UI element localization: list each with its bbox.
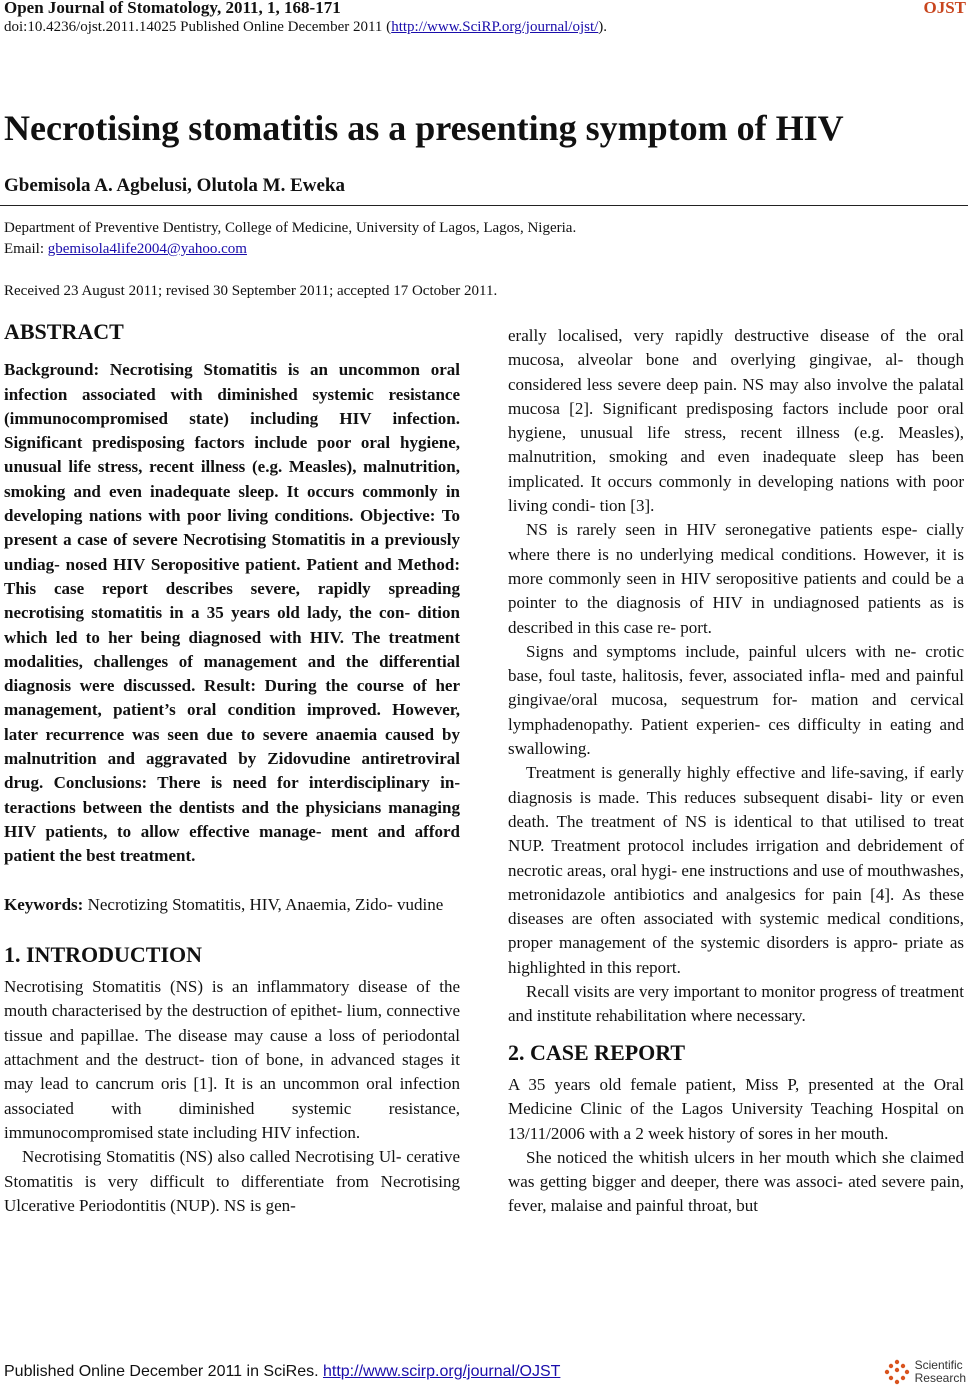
header-divider (0, 205, 968, 206)
intro-paragraph-1: Necrotising Stomatitis (NS) is an inflammatory disease of the mouth characterised by the destruction of epithet- lium, connective tissue and papillae. The disease may cause a loss of periodontal attachment and the destruct- tion of bone, in advanced stages it may lead to cancrum oris [1]. It is an uncommon oral infection associated with diminished systemic resistance, immunocompromised state including HIV infection. (4, 977, 460, 1142)
keywords (4, 893, 460, 917)
footer-journal-link[interactable]: http://www.scirp.org/journal/OJST (322, 1363, 561, 1380)
paper-title: Necrotising stomatitis as a presenting symptom of HIV (4, 108, 844, 148)
intro-paragraph-4: Signs and symptoms include, painful ulcers with ne- crotic base, foul taste, halitosis, fever, associated infla- med and painful gingivae/oral mucosa, sequestrum for- mation and cervical lymphadenopathy. Patient experien- ces difficulty in eating and swallowing. (508, 641, 964, 759)
publisher-name-line-2: Research (914, 1371, 966, 1385)
intro-paragraph-2: Necrotising Stomatitis (NS) also called Necrotising Ul- cerative Stomatitis is very difficult to differentiate from Necrotising Ulcerative Periodontitis (NUP). NS is gen- (4, 1147, 460, 1215)
publisher-logo (883, 1358, 966, 1386)
publisher-name (915, 1359, 966, 1385)
journal-citation: Open Journal of Stomatology, 2011, 1, 168-171 (4, 0, 341, 17)
intro-paragraph-3: NS is rarely seen in HIV seronegative patients espe- cially where there is no underlying medical conditions. However, it is more commonly seen in HIV seropositive patients and could be a pointer to the diagnosis of HIV in undiagnosed patients as is described in this case re- port. (508, 520, 964, 637)
intro-paragraph-6: Recall visits are very important to monitor progress of treatment and institute rehabilitation where necessary. (508, 982, 964, 1026)
footer-publication-line (4, 1363, 560, 1381)
abstract-body: Background: Necrotising Stomatitis is an uncommon oral infection associated with diminished systemic resistance (immunocompromised state) including HIV infection. Significant predisposing factors include poor oral hygiene, unusual life stress, recent illness (e.g. Measles), malnutrition, smoking and even inadequate sleep. It occurs commonly in developing nations with poor living conditions. Objective: To present a case of severe Necrotising Stomatitis in a previously undiag- nosed HIV Seropositive patient. Patient and Method: This case report describes severe, rapidly spreading necrotising stomatitis in a 35 years old lady, the con- dition which led to her being diagnosed with HIV. The treatment modalities, challenges of management and the differential diagnosis were discussed. Result: During the course of her management, patient’s oral condition improved. However, later recurrence was seen due to severe anaemia caused by malnutrition and aggravated by Zidovudine antiretroviral drug. Conclusions: There is need for interdisciplinary in- teractions between the dentists and the physicians managing HIV patients, to allow effective manage- ment and afford patient the best treatment. (4, 360, 460, 866)
intro-heading: 1. INTRODUCTION (4, 941, 203, 967)
right-column (508, 324, 964, 1219)
keywords-text: Necrotizing Stomatitis, HIV, Anaemia, Zido- vudine (83, 894, 444, 914)
scientific-research-logo-icon (883, 1358, 911, 1386)
case-paragraph-2: She noticed the whitish ulcers in her mouth which she claimed was getting bigger and deeper, there was associ- ated severe pain, fever, malaise and painful throat, but (508, 1147, 964, 1216)
affiliation: Department of Preventive Dentistry, College of Medicine, University of Lagos, Lagos, Nigeria. (4, 220, 577, 236)
email-link[interactable]: gbemisola4life2004@yahoo.com (47, 241, 247, 257)
intro-paragraph-2-continued: erally localised, very rapidly destructive disease of the oral mucosa, alveolar bone and overlying gingivae, al- though considered less severe deep pain. NS may also involve the palatal mucosa [2]. Significant predisposing factors include poor oral hygiene, unusual life stress, recent illness (e.g. Measles), malnutrition, smoking and even inadequate sleep has been implicated. It occurs commonly in developing nations with poor living condi- tion [3]. (508, 326, 964, 516)
keywords-label: Keywords: (4, 894, 84, 914)
abstract-heading: ABSTRACT (4, 319, 124, 344)
publisher-name-line-1: Scientific (914, 1358, 963, 1372)
doi-prefix: doi:10.4236/ojst.2011.14025 Published Online December 2011 ( (4, 19, 392, 35)
doi-line (4, 19, 607, 36)
left-column (4, 320, 460, 1218)
footer-text: Published Online December 2011 in SciRes. (4, 1363, 323, 1380)
journal-url-link[interactable]: http://www.SciRP.org/journal/ojst/ (391, 19, 599, 35)
received-dates: Received 23 August 2011; revised 30 September 2011; accepted 17 October 2011. (4, 283, 498, 299)
email-label: Email: (4, 241, 48, 257)
authors: Gbemisola A. Agbelusi, Olutola M. Eweka (4, 175, 345, 196)
intro-paragraph-5: Treatment is generally highly effective and life-saving, if early diagnosis is made. This reduces subsequent disabi- lity or even death. The treatment of NS is identical to that utilised to treat NUP. Treatment protocol includes irrigation and debridement of necrotic areas, oral hygi- ene instructions and use of mouthwashes, metronidazole antibiotics and analgesics for pain [4]. As these diseases are often associated with systemic medical conditions, proper management of the systemic disorders is appro- priate as highlighted in this report. (508, 763, 964, 977)
journal-abbrev: OJST (923, 0, 966, 17)
case-paragraph-1: A 35 years old female patient, Miss P, presented at the Oral Medicine Clinic of the Lagos University Teaching Hospital on 13/11/2006 with a 2 week history of sores in her mouth. (508, 1074, 964, 1143)
doi-suffix: ). (598, 19, 608, 35)
case-report-heading: 2. CASE REPORT (508, 1039, 686, 1065)
email-line (4, 241, 247, 258)
